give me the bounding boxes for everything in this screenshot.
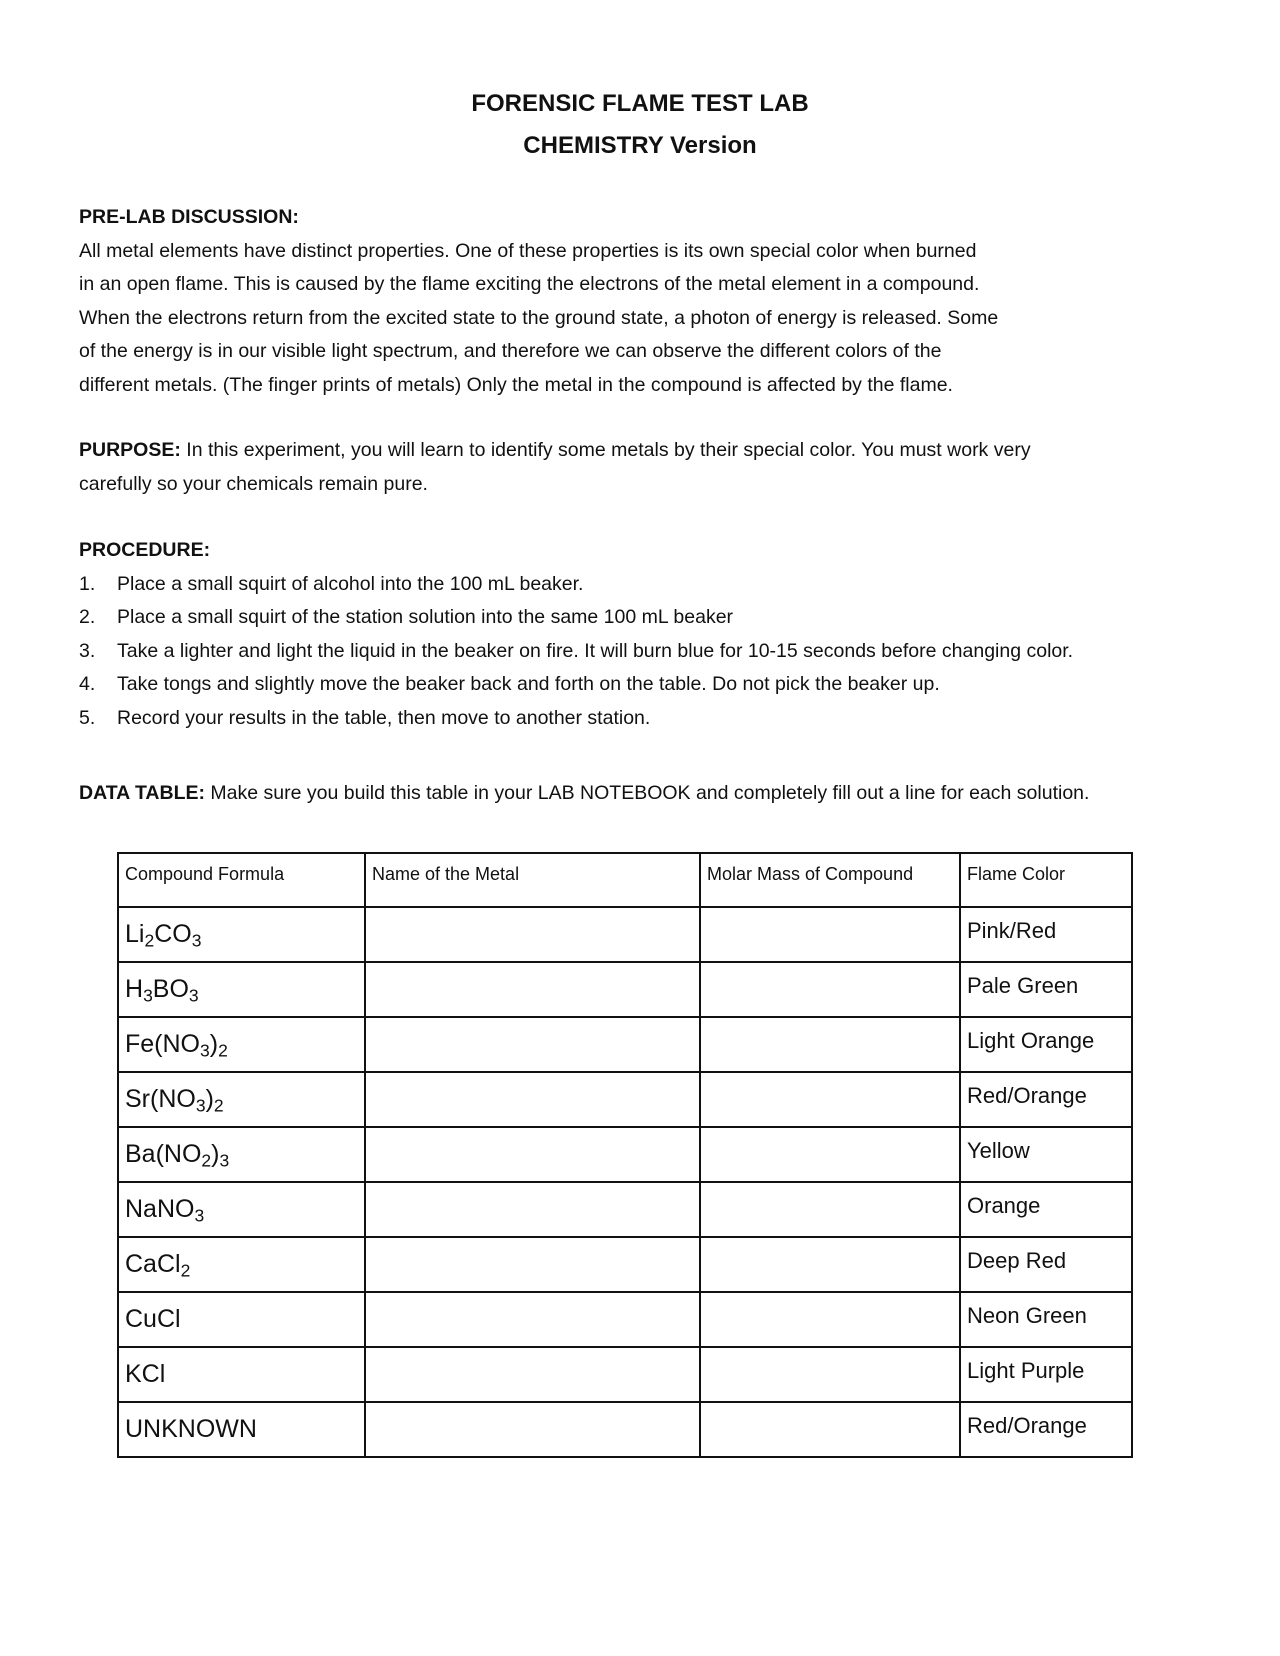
metal-name-cell[interactable] [365, 1127, 700, 1182]
compound-formula-cell: $Sr(NO_3)_2$ [118, 1072, 365, 1127]
metal-name-cell[interactable] [365, 907, 700, 962]
header-metal-name: Name of the Metal [365, 853, 700, 907]
data-table-heading: DATA TABLE: [79, 782, 205, 804]
header-molar-mass: Molar Mass of Compound [700, 853, 960, 907]
table-row [118, 907, 1132, 962]
compound-formula-cell: NaNO$_3$ [118, 1182, 365, 1237]
molar-mass-cell[interactable] [700, 1292, 960, 1347]
page-title: FORENSIC FLAME TEST LAB [471, 90, 809, 117]
molar-mass-cell[interactable] [700, 1347, 960, 1402]
table-row [118, 1292, 1132, 1347]
prelab-line: of the energy is in our visible light spectrum, and therefore we can observe the different colors of the [79, 340, 942, 362]
prelab-line: different metals. (The finger prints of metals) Only the metal in the compound is affected by the flame. [79, 373, 953, 396]
procedure-section [79, 534, 1199, 735]
metal-name-cell[interactable] [365, 1017, 700, 1072]
prelab-line: When the electrons return from the excited state to the ground state, a photon of energy is released. Some [79, 306, 999, 329]
procedure-step [79, 635, 1199, 669]
page-subtitle: CHEMISTRY Version [523, 132, 757, 159]
table-row [118, 962, 1132, 1017]
compound-formula-cell: CuCl [118, 1292, 365, 1347]
data-table-instructions: Make sure you build this table in your LAB NOTEBOOK and completely fill out a line for each solution. [205, 782, 1090, 804]
metal-name-cell[interactable] [365, 1182, 700, 1237]
header-flame-color: Flame Color [960, 853, 1132, 907]
step-text: Record your results in the table, then move to another station. [117, 706, 651, 729]
procedure-step [79, 668, 1199, 702]
purpose-text-continued: carefully so your chemicals remain pure. [79, 472, 428, 495]
flame-color-cell: Pink/Red [960, 907, 1132, 962]
header-compound-formula: Compound Formula [118, 853, 365, 907]
molar-mass-cell[interactable] [700, 1127, 960, 1182]
procedure-step [79, 702, 1199, 736]
step-number: 3. [79, 639, 96, 662]
step-text: Take tongs and slightly move the beaker back and forth on the table. Do not pick the beaker up. [117, 673, 940, 695]
flame-color-cell: Neon Green [960, 1292, 1132, 1347]
prelab-line: in an open flame. This is caused by the flame exciting the electrons of the metal element in a compound. [79, 273, 980, 295]
flame-color-cell: Pale Green [960, 962, 1132, 1017]
flame-color-cell: Yellow [960, 1127, 1132, 1182]
step-number: 1. [79, 572, 96, 595]
compound-formula-cell: $Fe(NO_3)_2$ [118, 1017, 365, 1072]
molar-mass-cell[interactable] [700, 907, 960, 962]
compound-formula-cell: $Li_2CO_3$ [118, 907, 365, 962]
molar-mass-cell[interactable] [700, 1072, 960, 1127]
table-row [118, 1237, 1132, 1292]
step-text: Place a small squirt of alcohol into the 100 mL beaker. [117, 572, 584, 595]
step-number: 5. [79, 706, 96, 729]
flame-color-cell: Red/Orange [960, 1402, 1132, 1457]
flame-color-cell: Red/Orange [960, 1072, 1132, 1127]
flame-color-cell: Light Purple [960, 1347, 1132, 1402]
data-table-intro [79, 777, 1199, 811]
compound-formula-cell: UNKNOWN [118, 1402, 365, 1457]
step-number: 4. [79, 673, 96, 695]
procedure-heading: PROCEDURE: [79, 539, 211, 561]
molar-mass-cell[interactable] [700, 962, 960, 1017]
procedure-step [79, 568, 1199, 602]
step-number: 2. [79, 606, 96, 628]
table-row [118, 1402, 1132, 1457]
table-row [118, 1017, 1132, 1072]
procedure-list [79, 568, 1199, 736]
prelab-section [79, 201, 1199, 402]
metal-name-cell[interactable] [365, 962, 700, 1017]
compound-formula-cell: CaCl$_2$ [118, 1237, 365, 1292]
step-text: Place a small squirt of the station solution into the same 100 mL beaker [117, 606, 734, 628]
metal-name-cell[interactable] [365, 1347, 700, 1402]
flame-color-cell: Orange [960, 1182, 1132, 1237]
molar-mass-cell[interactable] [700, 1402, 960, 1457]
metal-name-cell[interactable] [365, 1292, 700, 1347]
purpose-heading: PURPOSE: [79, 439, 181, 461]
table-row [118, 1072, 1132, 1127]
flame-color-cell: Deep Red [960, 1237, 1132, 1292]
prelab-line: All metal elements have distinct properties. One of these properties is its own special color when burned [79, 239, 977, 262]
metal-name-cell[interactable] [365, 1072, 700, 1127]
purpose-section [79, 434, 1199, 501]
table-row [118, 1347, 1132, 1402]
purpose-text: In this experiment, you will learn to identify some metals by their special color. You must work very [180, 439, 1031, 461]
molar-mass-cell[interactable] [700, 1182, 960, 1237]
compound-formula-cell: $H_3BO_3$ [118, 962, 365, 1017]
metal-name-cell[interactable] [365, 1237, 700, 1292]
metal-name-cell[interactable] [365, 1402, 700, 1457]
step-text: Take a lighter and light the liquid in the beaker on fire. It will burn blue for 10-15 seconds before changing color. [117, 639, 1074, 662]
table-row [118, 1127, 1132, 1182]
molar-mass-cell[interactable] [700, 1017, 960, 1072]
compound-formula-cell: $Ba(NO_2)_3$ [118, 1127, 365, 1182]
table-header-row [118, 853, 1132, 907]
flame-color-cell: Light Orange [960, 1017, 1132, 1072]
molar-mass-cell[interactable] [700, 1237, 960, 1292]
data-table [117, 852, 1133, 1458]
compound-formula-cell: KCl [118, 1347, 365, 1402]
prelab-heading: PRE-LAB DISCUSSION: [79, 206, 299, 228]
table-row [118, 1182, 1132, 1237]
procedure-step [79, 601, 1199, 635]
